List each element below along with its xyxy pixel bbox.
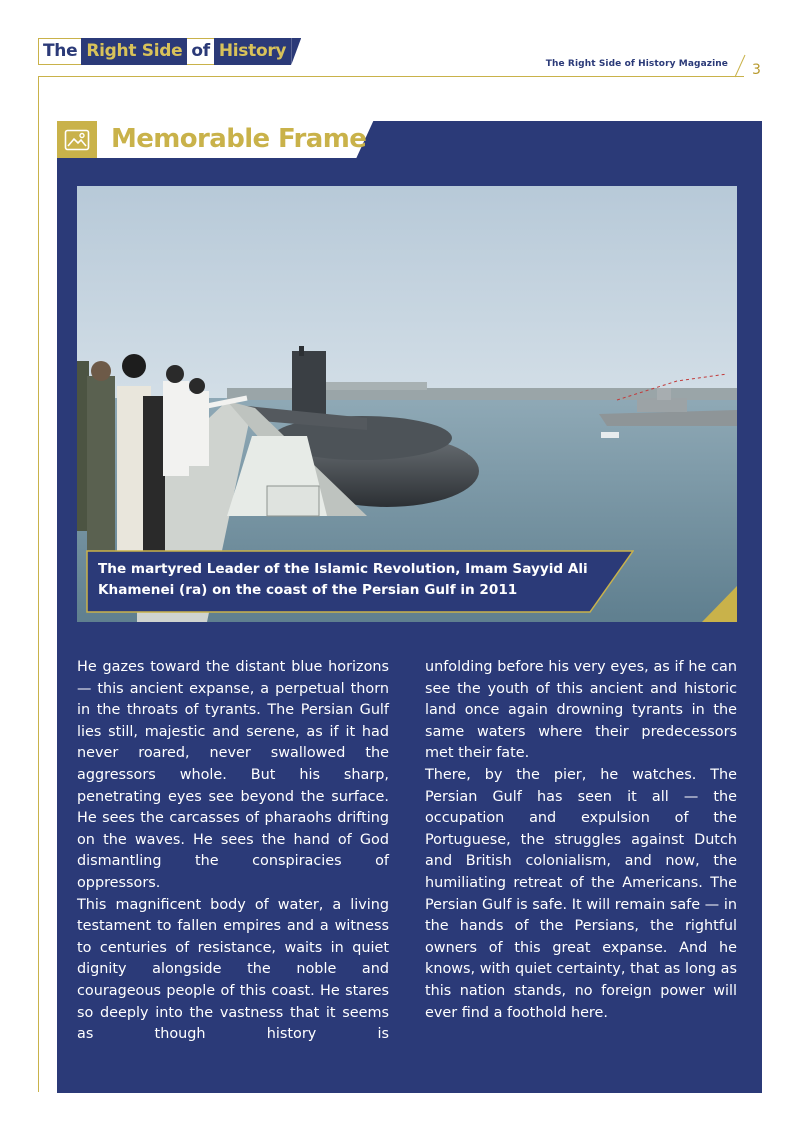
article-paragraph: He gazes toward the distant blue horizons — this ancient expanse, a perpetual thorn in the throats of tyrants. The Persian Gulf lies still, majestic and serene, as if it had never roared, never swallowed the aggressors whole. But his sharp, penetrating eyes see beyond the surface. He sees the carcasses of pharaohs drifting on the waves. He sees the hand of God dismantling the conspiracies of oppressors. [77,659,389,891]
panel-header-notch [355,121,762,161]
section-icon-box [57,121,97,158]
article-paragraph: This magnificent body of water, a living testament to fallen empires and a witness to centuries of resistance, waits in quiet dignity alongside the noble and courageous people of this coast. He stares so deeply into the vastness that it seems as though history is [77,896,389,1043]
masthead-word-of: of [187,38,213,65]
header-rule [38,76,744,77]
masthead-word-history: History [214,38,291,65]
margin-rule [38,76,39,1092]
masthead-word-the: The [38,38,81,65]
article-column-left [77,657,389,1046]
page-number: 3 [752,62,761,78]
masthead-logo [38,38,301,65]
magazine-name: The Right Side of History Magazine [545,59,728,69]
article-paragraph: There, by the pier, he watches. The Persian Gulf has seen it all — the occupation and expulsion of the Portuguese, the struggles against Dutch and British colonialism, and now, the humiliating retreat of the Americans. The Persian Gulf is safe. It will remain safe — in the hands of the Persians, the rightful owners of this great expanse. And he knows, with quiet certainty, that as long as this nation stands, no foreign power will ever find a foothold here. [425,766,737,1021]
article-column-right [425,657,737,1024]
page-slash [733,54,747,78]
masthead-slant [291,38,301,65]
article-paragraph: unfolding before his very eyes, as if he can see the youth of this ancient and historic land once again drowning tyrants in the same waters where their predecessors met their fate. [425,659,737,762]
section-title: Memorable Frame [111,124,367,154]
image-icon [64,129,90,151]
masthead-word-right-side: Right Side [81,38,187,65]
photo-caption: The martyred Leader of the Islamic Revolution, Imam Sayyid Ali Khamenei (ra) on the coast of the Persian Gulf in 2011 [98,561,588,598]
